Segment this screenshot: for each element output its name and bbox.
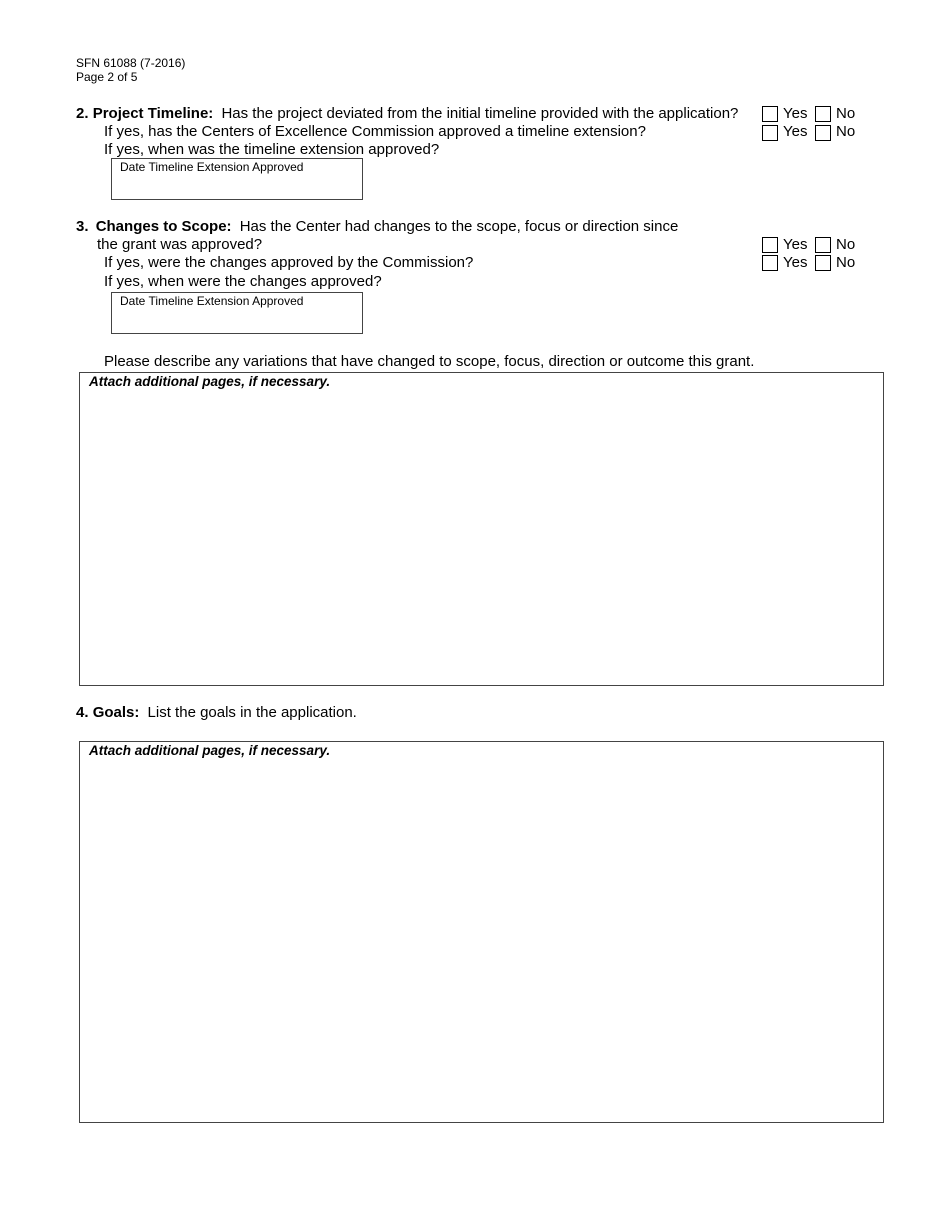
q3-approved-yes-checkbox[interactable] <box>762 255 778 271</box>
q2-ext-yes-checkbox[interactable] <box>762 125 778 141</box>
q2-ext-yes-label: Yes <box>783 123 808 140</box>
q2-title: Project Timeline: <box>92 105 214 122</box>
q3-no-checkbox[interactable] <box>815 237 831 253</box>
q4-question: List the goals in the application. <box>147 704 357 721</box>
q3-date-label: Date Timeline Extension Approved <box>120 294 304 308</box>
q2-number: 2. <box>76 105 89 122</box>
q3-approved-yes-label: Yes <box>783 254 808 271</box>
q4-goals-textarea[interactable] <box>79 741 884 1123</box>
q4-attach-note: Attach additional pages, if necessary. <box>89 743 331 758</box>
q3-approved-no-label: No <box>836 254 856 271</box>
q3-attach-note: Attach additional pages, if necessary. <box>89 374 331 389</box>
q2-date-field[interactable] <box>111 158 363 200</box>
q3-no-label: No <box>836 236 856 253</box>
q3-yes-label: Yes <box>783 236 808 253</box>
q2-date-label: Date Timeline Extension Approved <box>120 160 304 174</box>
q3-variations-textarea[interactable] <box>79 372 884 686</box>
q2-sub1: If yes, has the Centers of Excellence Commission approved a timeline extension? <box>104 123 646 140</box>
q2-no-checkbox[interactable] <box>815 106 831 122</box>
q3-number: 3. <box>76 218 89 235</box>
q2-question: Has the project deviated from the initial timeline provided with the application? <box>221 105 739 122</box>
page-number: Page 2 of 5 <box>76 70 138 84</box>
q3-yes-checkbox[interactable] <box>762 237 778 253</box>
q3-approved-no-checkbox[interactable] <box>815 255 831 271</box>
form-number: SFN 61088 (7-2016) <box>76 56 186 70</box>
q2-line <box>76 105 738 123</box>
q3-question-line1: Has the Center had changes to the scope, focus or direction since <box>239 218 679 235</box>
q2-ext-no-checkbox[interactable] <box>815 125 831 141</box>
q3-title: Changes to Scope: <box>95 218 232 235</box>
q2-no-label: No <box>836 105 856 122</box>
q3-line1 <box>76 218 678 236</box>
q4-line <box>76 704 357 722</box>
q4-title: Goals: <box>92 704 140 721</box>
q3-sub2: If yes, when were the changes approved? <box>104 273 382 290</box>
q2-yes-checkbox[interactable] <box>762 106 778 122</box>
q2-yes-label: Yes <box>783 105 808 122</box>
q2-ext-no-label: No <box>836 123 856 140</box>
q3-question-line2: the grant was approved? <box>97 236 263 253</box>
q3-describe: Please describe any variations that have changed to scope, focus, direction or outcome this grant. <box>104 353 755 370</box>
q4-number: 4. <box>76 704 89 721</box>
q3-date-field[interactable] <box>111 292 363 334</box>
q2-sub2: If yes, when was the timeline extension approved? <box>104 141 440 158</box>
q3-sub1: If yes, were the changes approved by the Commission? <box>104 254 474 271</box>
